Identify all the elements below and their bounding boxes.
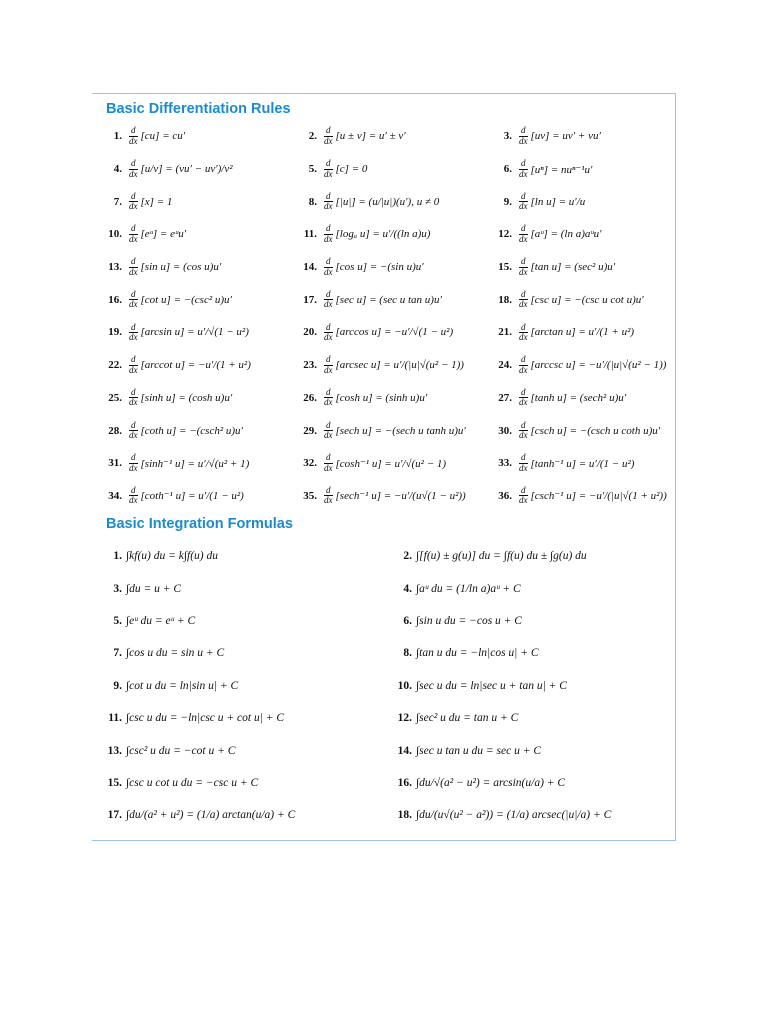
rule-number: 2. (308, 130, 317, 143)
rule-formula: [sech u] = −(sech u tanh u)u′ (335, 424, 466, 437)
integral-formula: ∫du/(u√(u² − a²)) = (1/a) arcsec(|u|/a) + C (416, 809, 612, 822)
diff-rule-15 (490, 251, 676, 284)
rule-formula: [arccos u] = −u′/√(1 − u²) (335, 326, 454, 339)
diff-rule-16 (100, 283, 295, 316)
diff-rule-21 (490, 316, 676, 349)
int-formula-11 (100, 702, 390, 734)
rule-number: 13. (108, 261, 122, 274)
diff-rule-36 (490, 480, 676, 513)
diff-rule-9 (490, 185, 676, 218)
rule-number: 8. (308, 195, 317, 208)
d-dx-operator: $\frac{d}{dx}$ (324, 190, 333, 212)
diff-rule-27 (490, 382, 676, 415)
int-formula-6 (390, 605, 676, 637)
rule-formula: [|u|] = (u/|u|)(u′), u ≠ 0 (335, 195, 440, 208)
formula-number: 13. (107, 744, 122, 757)
formula-card (92, 93, 676, 841)
integral-formula: ∫[f(u) ± g(u)] du = ∫f(u) du ± ∫g(u) du (416, 550, 587, 563)
integral-formula: ∫du = u + C (126, 582, 182, 595)
diff-rule-1 (100, 120, 295, 153)
formula-number: 15. (107, 776, 122, 789)
rule-formula: [sec u] = (sec u tan u)u′ (335, 293, 442, 306)
integration-formulas-grid (100, 540, 676, 832)
d-dx-operator: $\frac{d}{dx}$ (324, 484, 333, 506)
formula-number: 9. (113, 679, 122, 692)
differentiation-rules-grid (100, 120, 676, 512)
rule-formula: [u/v] = (vu′ − uv′)/v² (140, 163, 233, 176)
d-dx-operator: $\frac{d}{dx}$ (519, 386, 528, 408)
rule-formula: [u ± v] = u′ ± v′ (335, 130, 406, 143)
rule-formula: [coth⁻¹ u] = u′/(1 − u²) (140, 490, 244, 503)
rule-formula: [cos u] = −(sin u)u′ (335, 261, 424, 274)
diff-rule-13 (100, 251, 295, 284)
d-dx-operator: $\frac{d}{dx}$ (519, 125, 528, 146)
diff-rule-32 (295, 447, 490, 480)
diff-rule-11 (295, 218, 490, 251)
rule-formula: [sinh⁻¹ u] = u′/√(u² + 1) (140, 457, 250, 470)
rule-number: 21. (498, 326, 512, 339)
diff-rule-30 (490, 414, 676, 447)
diff-rule-14 (295, 251, 490, 284)
diff-rule-6 (490, 153, 676, 186)
integral-formula: ∫csc u du = −ln|csc u + cot u| + C (126, 712, 285, 725)
rule-number: 32. (303, 457, 317, 470)
rule-number: 3. (503, 130, 512, 143)
rule-formula: [sech⁻¹ u] = −u′/(u√(1 − u²)) (335, 490, 466, 503)
formula-number: 6. (403, 614, 412, 627)
diff-rule-18 (490, 283, 676, 316)
integral-formula: ∫eᵘ du = eᵘ + C (126, 614, 196, 627)
rule-number: 6. (503, 163, 512, 176)
rule-formula: [ln u] = u′/u (530, 195, 586, 208)
formula-number: 8. (403, 647, 412, 660)
rule-number: 15. (498, 261, 512, 274)
int-formula-7 (100, 637, 390, 669)
integral-formula: ∫csc u cot u du = −csc u + C (126, 776, 259, 789)
int-formula-3 (100, 572, 390, 604)
diff-rule-35 (295, 480, 490, 513)
int-formula-15 (100, 767, 390, 799)
int-formula-1 (100, 540, 390, 572)
rule-formula: [arcsin u] = u′/√(1 − u²) (140, 326, 249, 339)
int-formula-10 (390, 670, 676, 702)
int-formula-14 (390, 734, 676, 766)
d-dx-operator: $\frac{d}{dx}$ (324, 158, 333, 179)
rule-formula: [cot u] = −(csc² u)u′ (140, 293, 232, 306)
d-dx-operator: $\frac{d}{dx}$ (324, 354, 333, 375)
d-dx-operator: $\frac{d}{dx}$ (519, 256, 528, 277)
formula-number: 2. (403, 550, 412, 563)
diff-rule-19 (100, 316, 295, 349)
int-formula-8 (390, 637, 676, 669)
rule-number: 25. (108, 391, 122, 404)
rule-number: 28. (108, 424, 122, 437)
rule-number: 5. (308, 163, 317, 176)
rule-number: 16. (108, 293, 122, 306)
rule-formula: [sin u] = (cos u)u′ (140, 261, 222, 274)
d-dx-operator: $\frac{d}{dx}$ (324, 419, 333, 441)
d-dx-operator: $\frac{d}{dx}$ (519, 158, 528, 179)
rule-number: 11. (303, 228, 317, 241)
rule-number: 31. (108, 457, 122, 470)
rule-formula: [arccsc u] = −u′/(|u|√(u² − 1)) (530, 359, 667, 372)
d-dx-operator: $\frac{d}{dx}$ (519, 419, 528, 441)
d-dx-operator: $\frac{d}{dx}$ (129, 288, 138, 310)
diff-rule-17 (295, 283, 490, 316)
rule-number: 26. (303, 391, 317, 404)
d-dx-operator: $\frac{d}{dx}$ (129, 190, 138, 212)
diff-rule-29 (295, 414, 490, 447)
rule-formula: [x] = 1 (140, 195, 173, 208)
int-formula-12 (390, 702, 676, 734)
rule-number: 30. (498, 424, 512, 437)
rule-formula: [csch⁻¹ u] = −u′/(|u|√(1 + u²)) (530, 490, 667, 503)
formula-number: 3. (113, 582, 122, 595)
rule-number: 17. (303, 293, 317, 306)
d-dx-operator: $\frac{d}{dx}$ (129, 321, 138, 342)
integral-formula: ∫aᵘ du = (1/ln a)aᵘ + C (416, 582, 521, 595)
rule-number: 12. (498, 228, 512, 241)
diff-rule-12 (490, 218, 676, 251)
rule-formula: [tanh⁻¹ u] = u′/(1 − u²) (530, 457, 635, 470)
rule-number: 35. (303, 489, 317, 502)
rule-number: 19. (108, 326, 122, 339)
d-dx-operator: $\frac{d}{dx}$ (519, 354, 528, 375)
rule-formula: [c] = 0 (335, 163, 368, 176)
rule-number: 36. (498, 489, 512, 502)
int-formula-4 (390, 572, 676, 604)
rule-number: 33. (498, 457, 512, 470)
int-formula-13 (100, 734, 390, 766)
d-dx-operator: $\frac{d}{dx}$ (129, 484, 138, 506)
d-dx-operator: $\frac{d}{dx}$ (324, 125, 333, 146)
rule-number: 10. (108, 228, 122, 241)
rule-number: 1. (113, 130, 122, 143)
formula-number: 4. (403, 582, 412, 595)
rule-formula: [coth u] = −(csch² u)u′ (140, 424, 243, 437)
integral-formula: ∫du/(a² + u²) = (1/a) arctan(u/a) + C (126, 809, 296, 822)
int-formula-18 (390, 799, 676, 831)
rule-formula: [arctan u] = u′/(1 + u²) (530, 326, 635, 339)
d-dx-operator: $\frac{d}{dx}$ (324, 321, 333, 342)
rule-number: 7. (113, 195, 122, 208)
d-dx-operator: $\frac{d}{dx}$ (519, 223, 528, 244)
rule-number: 29. (303, 424, 317, 437)
d-dx-operator: $\frac{d}{dx}$ (129, 354, 138, 375)
formula-number: 5. (113, 614, 122, 627)
diff-rule-10 (100, 218, 295, 251)
formula-number: 1. (113, 550, 122, 563)
diff-rule-20 (295, 316, 490, 349)
diff-rule-33 (490, 447, 676, 480)
rule-formula: [uv] = uv′ + vu′ (530, 130, 601, 143)
rule-formula: [arcsec u] = u′/(|u|√(u² − 1)) (335, 359, 464, 372)
rule-formula: [eᵘ] = eᵘu′ (140, 228, 187, 241)
diff-rule-8 (295, 185, 490, 218)
d-dx-operator: $\frac{d}{dx}$ (129, 158, 138, 179)
integral-formula: ∫kf(u) du = k∫f(u) du (126, 550, 218, 563)
d-dx-operator: $\frac{d}{dx}$ (129, 256, 138, 277)
formula-number: 7. (113, 647, 122, 660)
integral-formula: ∫cos u du = sin u + C (126, 647, 225, 660)
int-formula-16 (390, 767, 676, 799)
diff-rule-26 (295, 382, 490, 415)
rule-formula: [tanh u] = (sech² u)u′ (530, 391, 627, 404)
diff-rule-24 (490, 349, 676, 382)
rule-number: 23. (303, 359, 317, 372)
differentiation-rules-heading: Basic Differentiation Rules (106, 101, 291, 117)
diff-rule-28 (100, 414, 295, 447)
integral-formula: ∫tan u du = −ln|cos u| + C (416, 647, 539, 660)
int-formula-5 (100, 605, 390, 637)
d-dx-operator: $\frac{d}{dx}$ (129, 125, 138, 146)
d-dx-operator: $\frac{d}{dx}$ (324, 452, 333, 473)
rule-formula: [csc u] = −(csc u cot u)u′ (530, 293, 644, 306)
rule-formula: [cu] = cu′ (140, 130, 186, 143)
d-dx-operator: $\frac{d}{dx}$ (129, 386, 138, 408)
formula-number: 16. (397, 776, 412, 789)
d-dx-operator: $\frac{d}{dx}$ (324, 386, 333, 408)
rule-number: 34. (108, 489, 122, 502)
d-dx-operator: $\frac{d}{dx}$ (519, 190, 528, 212)
d-dx-operator: $\frac{d}{dx}$ (324, 223, 333, 244)
integration-formulas-heading: Basic Integration Formulas (106, 516, 293, 532)
d-dx-operator: $\frac{d}{dx}$ (129, 452, 138, 473)
rule-formula: [cosh u] = (sinh u)u′ (335, 391, 428, 404)
diff-rule-23 (295, 349, 490, 382)
rule-number: 24. (498, 359, 512, 372)
diff-rule-25 (100, 382, 295, 415)
rule-formula: [sinh u] = (cosh u)u′ (140, 391, 233, 404)
formula-number: 11. (108, 712, 122, 725)
formula-number: 18. (397, 809, 412, 822)
diff-rule-34 (100, 480, 295, 513)
rule-number: 14. (303, 261, 317, 274)
integral-formula: ∫sec² u du = tan u + C (416, 712, 519, 725)
rule-formula: [uⁿ] = nuⁿ⁻¹u′ (530, 163, 593, 176)
formula-number: 14. (397, 744, 412, 757)
rule-formula: [aᵘ] = (ln a)aᵘu′ (530, 228, 602, 241)
integral-formula: ∫du/√(a² − u²) = arcsin(u/a) + C (416, 776, 566, 789)
rule-formula: [csch u] = −(csch u coth u)u′ (530, 424, 661, 437)
d-dx-operator: $\frac{d}{dx}$ (129, 419, 138, 441)
diff-rule-2 (295, 120, 490, 153)
int-formula-17 (100, 799, 390, 831)
rule-formula: [logₐ u] = u′/((ln a)u) (335, 228, 431, 241)
integral-formula: ∫csc² u du = −cot u + C (126, 744, 236, 757)
rule-number: 18. (498, 293, 512, 306)
rule-formula: [tan u] = (sec² u)u′ (530, 261, 616, 274)
integral-formula: ∫cot u du = ln|sin u| + C (126, 679, 239, 692)
d-dx-operator: $\frac{d}{dx}$ (129, 223, 138, 244)
rule-number: 27. (498, 391, 512, 404)
d-dx-operator: $\frac{d}{dx}$ (519, 288, 528, 310)
diff-rule-7 (100, 185, 295, 218)
int-formula-9 (100, 670, 390, 702)
d-dx-operator: $\frac{d}{dx}$ (519, 484, 528, 506)
diff-rule-5 (295, 153, 490, 186)
diff-rule-3 (490, 120, 676, 153)
d-dx-operator: $\frac{d}{dx}$ (324, 288, 333, 310)
formula-number: 17. (107, 809, 122, 822)
rule-number: 22. (108, 359, 122, 372)
int-formula-2 (390, 540, 676, 572)
diff-rule-4 (100, 153, 295, 186)
formula-number: 12. (397, 712, 412, 725)
rule-formula: [cosh⁻¹ u] = u′/√(u² − 1) (335, 457, 447, 470)
integral-formula: ∫sin u du = −cos u + C (416, 614, 522, 627)
d-dx-operator: $\frac{d}{dx}$ (324, 256, 333, 277)
integral-formula: ∫sec u tan u du = sec u + C (416, 744, 542, 757)
d-dx-operator: $\frac{d}{dx}$ (519, 452, 528, 473)
d-dx-operator: $\frac{d}{dx}$ (519, 321, 528, 342)
rule-number: 9. (503, 195, 512, 208)
rule-number: 4. (113, 163, 122, 176)
formula-number: 10. (397, 679, 412, 692)
diff-rule-31 (100, 447, 295, 480)
rule-formula: [arccot u] = −u′/(1 + u²) (140, 359, 251, 372)
integral-formula: ∫sec u du = ln|sec u + tan u| + C (416, 679, 567, 692)
rule-number: 20. (303, 326, 317, 339)
diff-rule-22 (100, 349, 295, 382)
